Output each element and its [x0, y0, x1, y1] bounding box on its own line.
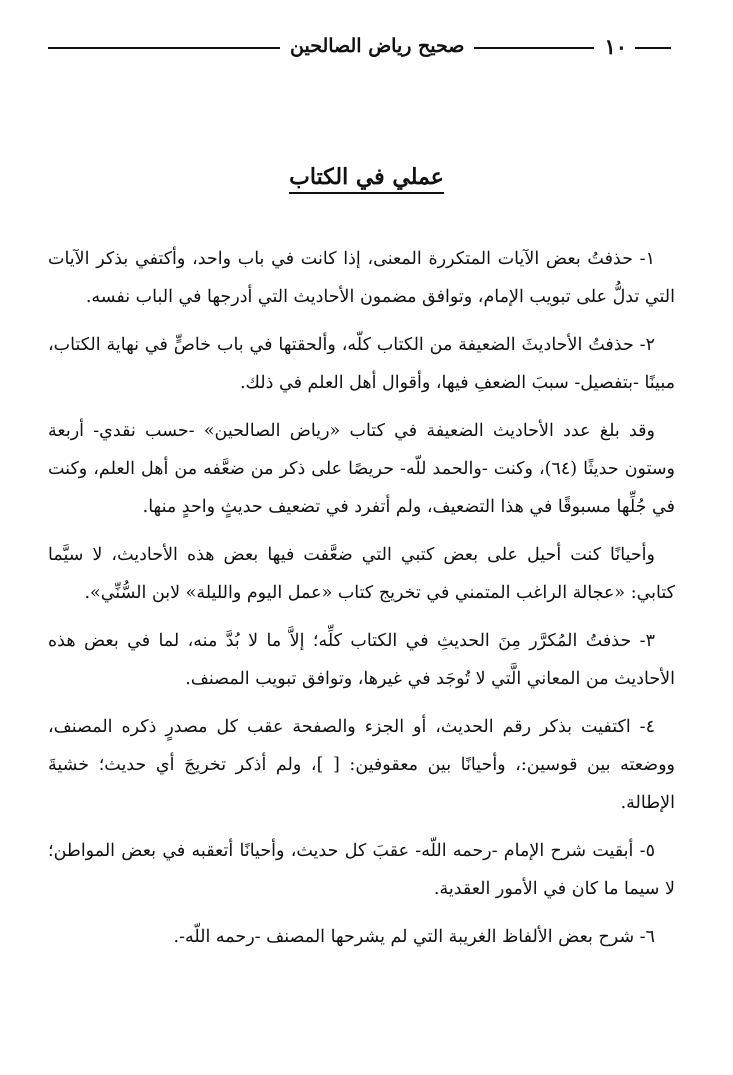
paragraph-item-1: ١- حذفتُ بعض الآيات المتكررة المعنى، إذا كانت في باب واحد، وأكتفي بذكر الآيات التي تدلُّ على تبويب الإمام، وتوافق مضمون الأحاديث التي أدرجها في الباب نفسه. [48, 249, 675, 307]
paragraph-item-6: ٦- شرح بعض الألفاظ الغريبة التي لم يشرحها المصنف -رحمه اللّه-. [173, 927, 655, 947]
page-number: ١٠ [604, 33, 627, 59]
section-title [0, 164, 733, 190]
paragraph-item-4: ٤- اكتفيت بذكر رقم الحديث، أو الجزء والصفحة عقب كل مصدرٍ ذكره المصنف، ووضعته بين قوسين:، وأحيانًا بين معقوفين: [ ]، ولم أذكر تخريجَ أي حديث؛ خشيةَ الإطالة. [48, 717, 675, 813]
header-title: صحيح رياض الصالحين [290, 35, 465, 57]
header-rule-left-of-number [474, 47, 594, 49]
paragraph-weak-hadith-count: وقد بلغ عدد الأحاديث الضعيفة في كتاب «رياض الصالحين» -حسب نقدي- أربعة وستون حديثًا (٦٤)، وكنت -والحمد للّه- حريصًا على ذكر من ضعَّفه من أهل العلم، وكنت في جُلِّها مسبوقًا في هذا التضعيف، ولم أتفرد في تضعيف حديثٍ واحدٍ منها. [48, 421, 675, 517]
running-header [48, 32, 671, 60]
body-text [48, 240, 675, 966]
paragraph-item-5: ٥- أبقيت شرح الإمام -رحمه اللّه- عقبَ كل حديث، وأحيانًا أتعقبه في بعض المواطن؛ لا سيما ما كان في الأمور العقدية. [48, 841, 675, 899]
header-rule-short [635, 47, 671, 49]
section-title-text: عملي في الكتاب [289, 164, 444, 194]
paragraph-item-2: ٢- حذفتُ الأحاديثَ الضعيفة من الكتاب كلّه، وألحقتها في باب خاصٍّ في نهاية الكتاب، مبينًا -بتفصيل- سببَ الضعفِ فيها، وأقوال أهل العلم في ذلك. [48, 335, 675, 393]
paragraph-references: وأحيانًا كنت أحيل على بعض كتبي التي ضعَّفت فيها بعض هذه الأحاديث، لا سيَّما كتابي: «عجالة الراغب المتمني في تخريج كتاب «عمل اليوم والليلة» لابن السُّنِّي». [48, 545, 675, 603]
paragraph-item-3: ٣- حذفتُ المُكرَّر مِنَ الحديثِ في الكتاب كلِّه؛ إلاَّ ما لا بُدَّ منه، لما في بعض هذه الأحاديث من المعاني الَّتي لا تُوجَد في غيرها، وتوافق تبويب المصنف. [48, 631, 675, 689]
header-rule-end [48, 47, 280, 49]
